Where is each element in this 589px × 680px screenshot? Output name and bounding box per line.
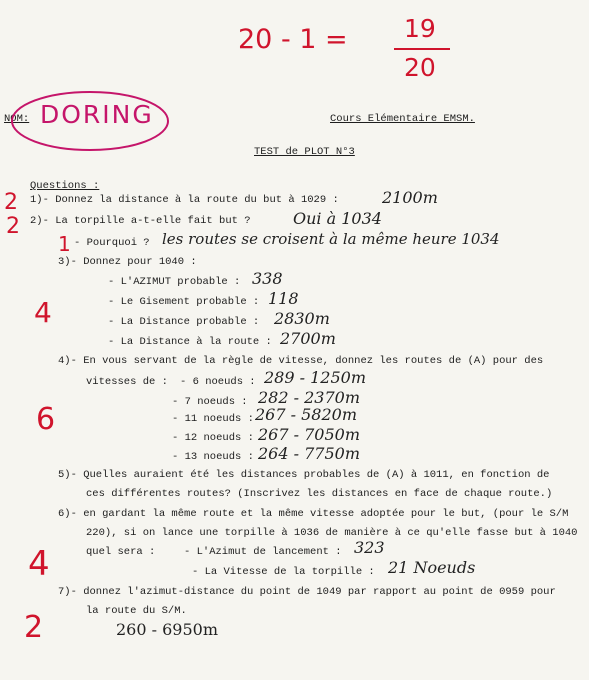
q3-item-2-label: - Le Gisement probable : (108, 296, 260, 308)
q4-text-2: vitesses de : (86, 376, 168, 388)
q6-line-1: 6)- en gardant la même route et la même vitesse adoptée pour le but, (pour le S/M (58, 508, 569, 520)
q4-item-4-label: - 12 noeuds : (172, 432, 254, 444)
q6-line-2: 220), si on lance une torpille à 1036 de manière à ce qu'elle fasse but à 1040 (86, 527, 578, 539)
q7-mark: 2 (24, 610, 44, 645)
grade-expression: 20 - 1 = (238, 24, 348, 55)
q5-line-2: ces différentes routes? (Inscrivez les distances en face de chaque route.) (86, 488, 553, 500)
q3-text: 3)- Donnez pour 1040 : (58, 256, 197, 268)
q6-item-1-label: - L'Azimut de lancement : (184, 546, 342, 558)
q6-item-1-answer: 323 (354, 538, 385, 557)
q4-item-4-answer: 267 - 7050m (258, 425, 361, 444)
q4-item-1-answer: 289 - 1250m (264, 368, 367, 387)
questions-heading: Questions : (30, 180, 100, 192)
q2-why-answer: les routes se croisent à la même heure 1034 (162, 230, 500, 248)
q3-mark: 4 (34, 296, 52, 329)
q2-mark: 2 (6, 214, 20, 239)
q5-line-1: 5)- Quelles auraient été les distances probables de (A) à 1011, en fonction de (58, 469, 550, 481)
q2-answer: Oui à 1034 (293, 209, 382, 228)
q7-line-2: la route du S/M. (86, 605, 187, 617)
q4-item-5-label: - 13 noeuds : (172, 451, 254, 463)
q3-item-4-answer: 2700m (280, 329, 336, 348)
q4-text: 4)- En vous servant de la règle de vitesse, donnez les routes de (A) pour des (58, 355, 544, 367)
q2-text: 2)- La torpille a-t-elle fait but ? (30, 215, 251, 227)
q3-item-2-answer: 118 (268, 289, 299, 308)
q3-item-1-answer: 338 (252, 269, 283, 288)
q6-line-3: quel sera : (86, 546, 156, 558)
q4-item-2-answer: 282 - 2370m (258, 388, 361, 407)
q3-item-3-answer: 2830m (274, 309, 330, 328)
q6-mark: 4 (28, 544, 50, 584)
q1-mark: 2 (4, 190, 18, 215)
student-name: DORING (40, 100, 154, 129)
q3-item-3-label: - La Distance probable : (108, 316, 260, 328)
q2-why-label: - Pourquoi ? (74, 237, 150, 249)
q4-item-3-label: - 11 noeuds : (172, 413, 254, 425)
q1-text: 1)- Donnez la distance à la route du but à 1029 : (30, 194, 339, 206)
q4-item-2-label: - 7 noeuds : (172, 396, 248, 408)
course-title: Cours Elémentaire EMSM. (330, 113, 475, 125)
name-label: NOM: (4, 113, 30, 125)
q4-mark: 6 (36, 402, 56, 437)
q4-item-1-label: - 6 noeuds : (180, 376, 256, 388)
q6-item-2-label: - La Vitesse de la torpille : (192, 566, 375, 578)
grade-numerator: 19 (404, 14, 436, 43)
q3-item-1-label: - L'AZIMUT probable : (108, 276, 241, 288)
test-title: TEST de PLOT N°3 (254, 146, 355, 158)
q4-item-3-answer: 267 - 5820m (255, 405, 358, 424)
grade-fraction-bar (394, 48, 450, 50)
q4-item-5-answer: 264 - 7750m (258, 444, 361, 463)
q1-answer: 2100m (382, 188, 438, 207)
grade-denominator: 20 (404, 53, 436, 82)
q3-item-4-label: - La Distance à la route : (108, 336, 272, 348)
q7-answer: 260 - 6950m (116, 620, 219, 639)
q6-item-2-answer: 21 Noeuds (388, 558, 476, 577)
q2-why-mark: 1 (58, 232, 71, 256)
q7-line-1: 7)- donnez l'azimut-distance du point de 1049 par rapport au point de 0959 pour (58, 586, 556, 598)
